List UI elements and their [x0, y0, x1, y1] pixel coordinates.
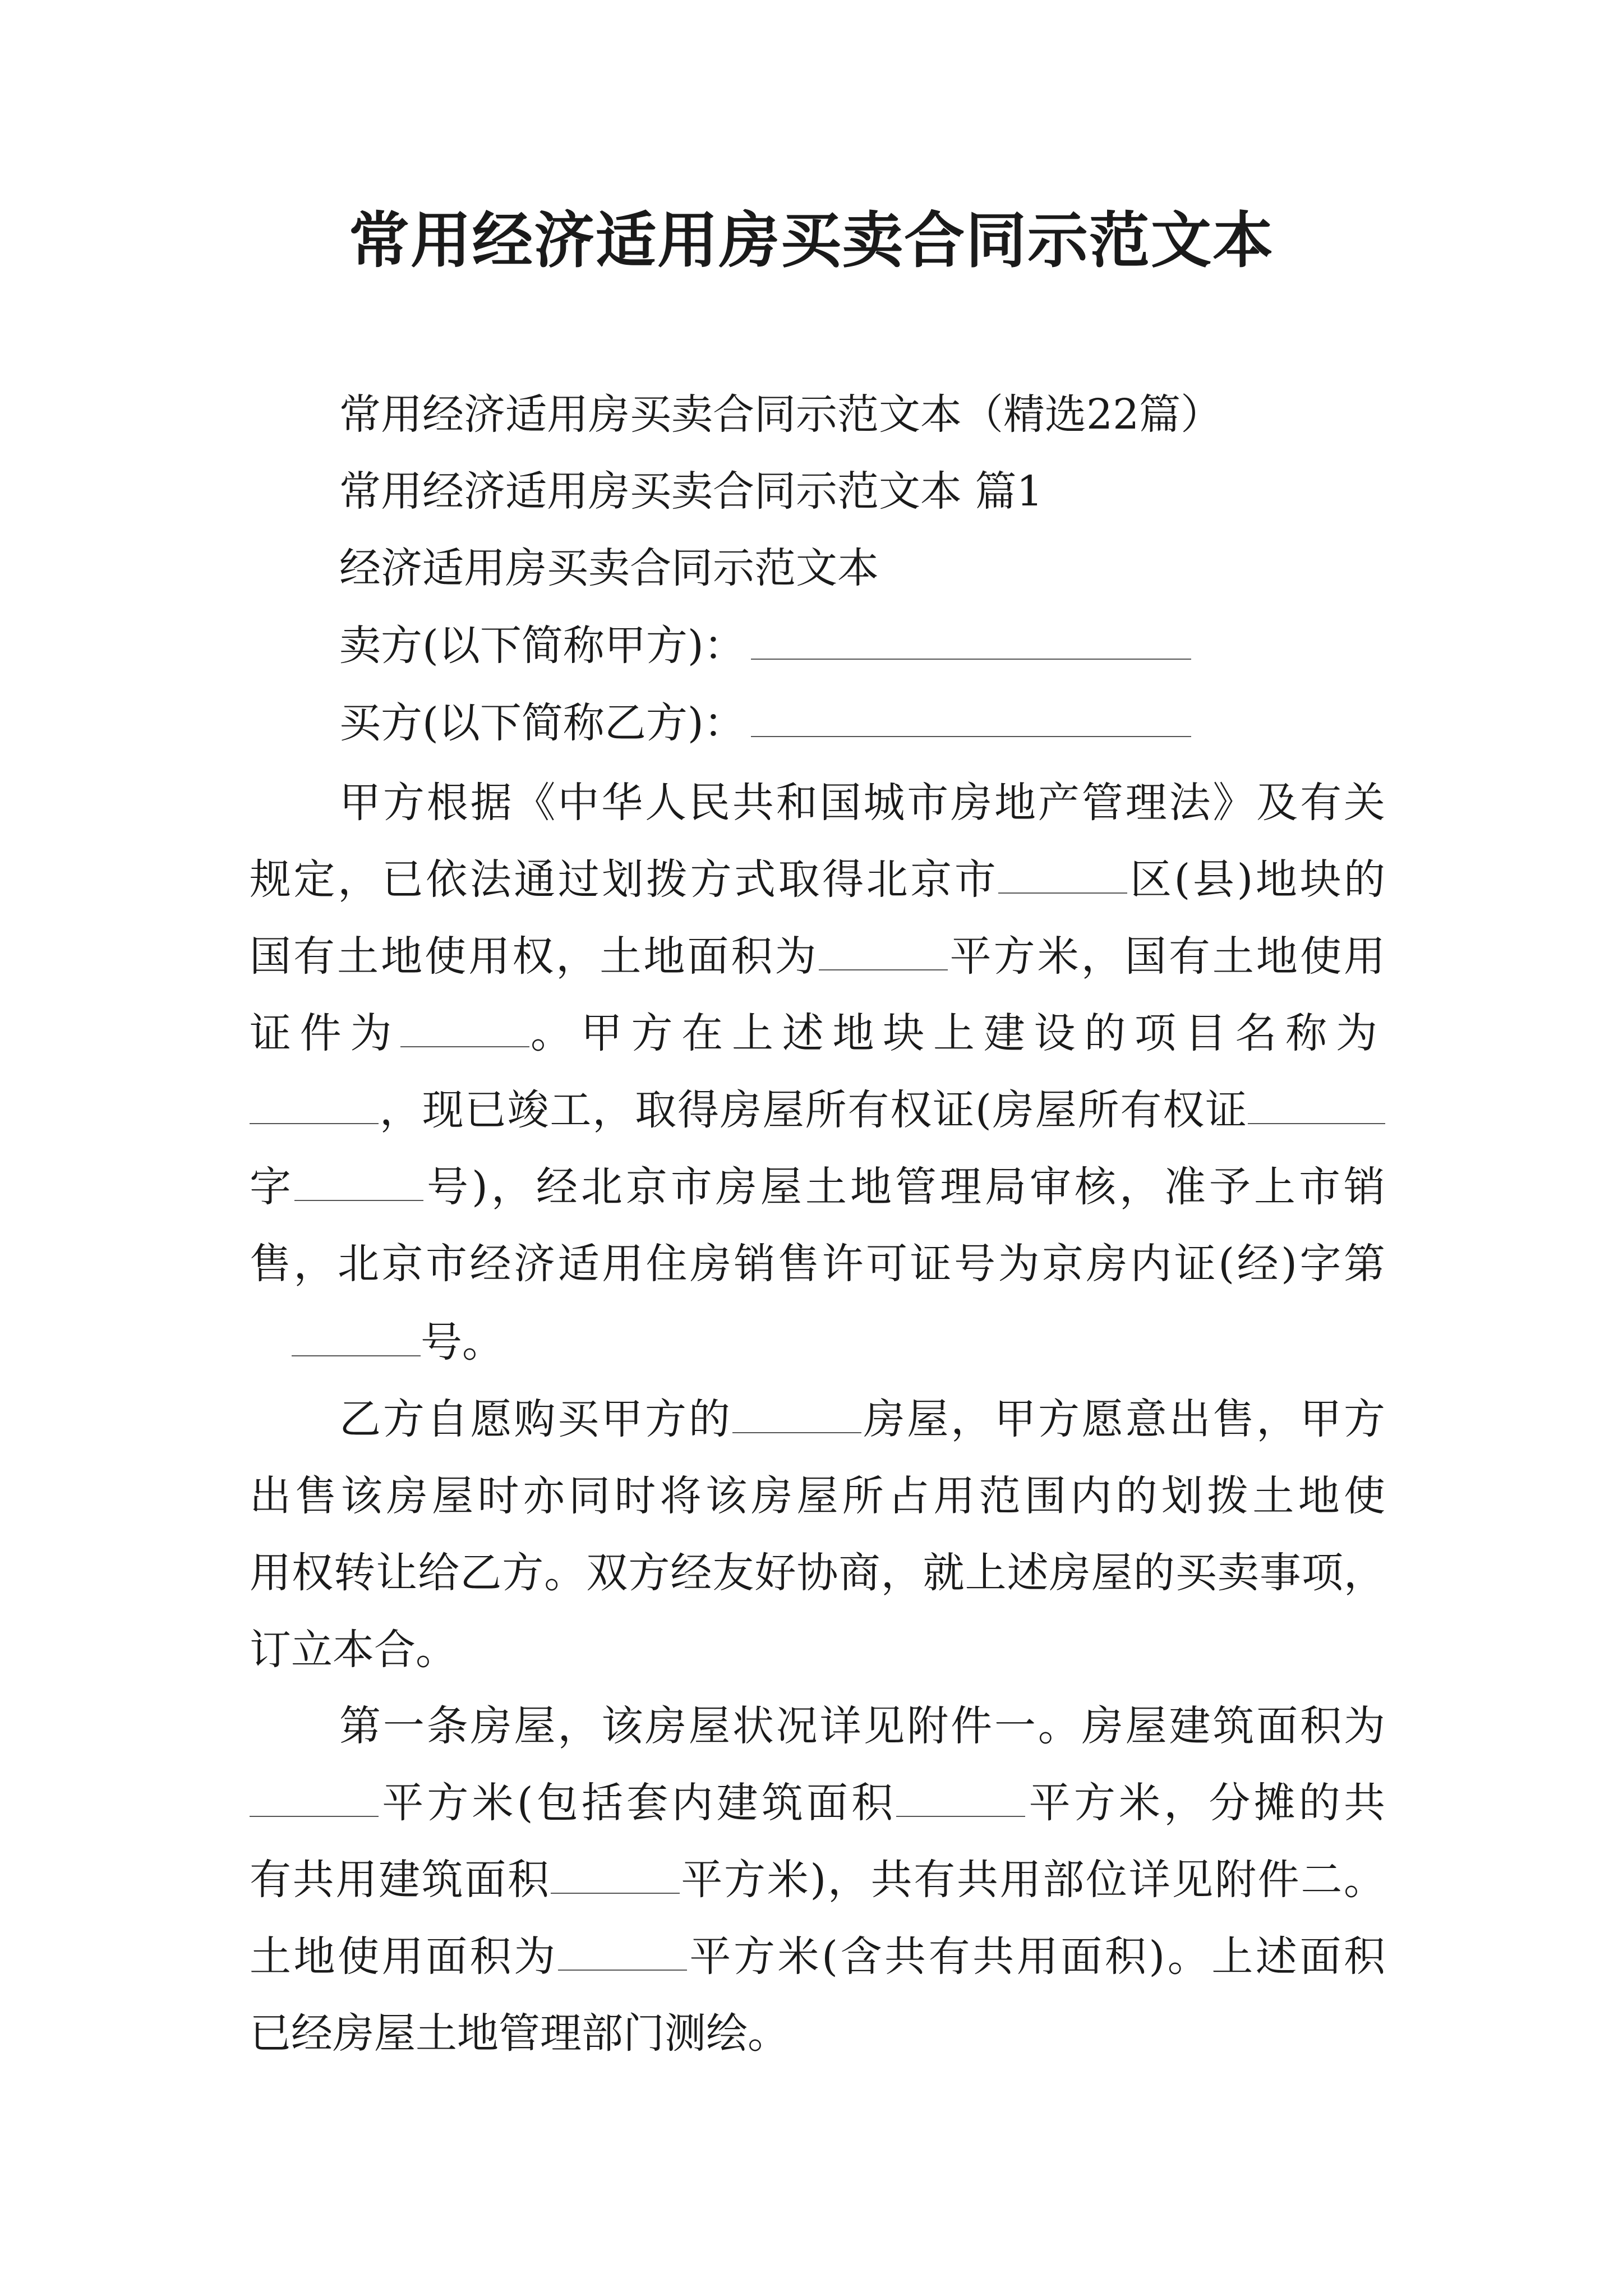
p2-line-2: 出售该房屋时亦同时将该房屋所占用范围内的划拨土地使	[250, 1472, 1385, 1520]
seller-label: 卖方(以下简称甲方)：	[339, 622, 745, 670]
p1-line-3: 国有土地使用权，土地面积为 平方米，国有土地使用	[250, 918, 1385, 995]
p3-line-2: 平方米(包括套内建筑面积 平方米，分摊的共	[250, 1765, 1385, 1841]
p3-line-5: 已经房屋土地管理部门测绘。	[250, 2009, 789, 2058]
p1-line-1: 甲方根据《中华人民共和国城市房地产管理法》及有关	[339, 779, 1385, 827]
land-use-area-blank[interactable]	[558, 1930, 687, 1971]
seller-line	[339, 615, 1191, 677]
section-heading: 常用经济适用房买卖合同示范文本 篇1	[339, 467, 1043, 516]
p3-line-3: 有共用建筑面积 平方米)，共有共用部位详见附件二。	[250, 1842, 1385, 1918]
p1-line-8: 号。	[292, 1304, 504, 1381]
document-title: 常用经济适用房买卖合同示范文本	[348, 206, 1274, 276]
p3-line-4: 土地使用面积为 平方米(含共有共用面积)。上述面积	[250, 1918, 1385, 1995]
document-subtitle: 常用经济适用房买卖合同示范文本（精选22篇）	[339, 390, 1223, 439]
inner-area-blank[interactable]	[896, 1777, 1025, 1817]
district-blank[interactable]	[998, 853, 1127, 894]
sales-permit-number-blank[interactable]	[292, 1316, 421, 1356]
contract-heading: 经济适用房买卖合同示范文本	[339, 544, 879, 592]
land-cert-blank[interactable]	[400, 1007, 529, 1047]
ownership-cert-number-blank[interactable]	[294, 1161, 423, 1201]
p1-line-6: 字 号)，经北京市房屋土地管理局审核，准予上市销	[250, 1149, 1385, 1225]
buyer-label: 买方(以下简称乙方)：	[339, 699, 745, 747]
p3-line-1: 第一条房屋，该房屋状况详见附件一。房屋建筑面积为	[339, 1702, 1385, 1750]
project-name-blank[interactable]	[250, 1084, 379, 1124]
ownership-cert-prefix-blank[interactable]	[1248, 1084, 1385, 1124]
house-blank[interactable]	[732, 1393, 861, 1433]
building-area-blank[interactable]	[250, 1777, 379, 1817]
shared-area-blank[interactable]	[551, 1853, 680, 1894]
p1-line-7: 售，北京市经济适用住房销售许可证号为京房内证(经)字第	[250, 1240, 1385, 1288]
p1-line-2: 规定，已依法通过划拨方式取得北京市 区(县)地块的	[250, 841, 1385, 918]
p2-line-4: 订立本合。	[250, 1626, 457, 1674]
buyer-line	[339, 692, 1191, 754]
seller-name-blank[interactable]	[751, 617, 1191, 660]
buyer-name-blank[interactable]	[751, 694, 1191, 737]
p1-line-4: 证件为 。甲方在上述地块上建设的项目名称为	[250, 995, 1385, 1071]
land-area-blank[interactable]	[819, 930, 948, 970]
p2-line-3: 用权转让给乙方。双方经友好协商，就上述房屋的买卖事项，	[250, 1549, 1385, 1597]
p1-line-5: ，现已竣工，取得房屋所有权证(房屋所有权证	[250, 1072, 1385, 1148]
p2-line-1: 乙方自愿购买甲方的 房屋，甲方愿意出售，甲方	[339, 1381, 1385, 1457]
